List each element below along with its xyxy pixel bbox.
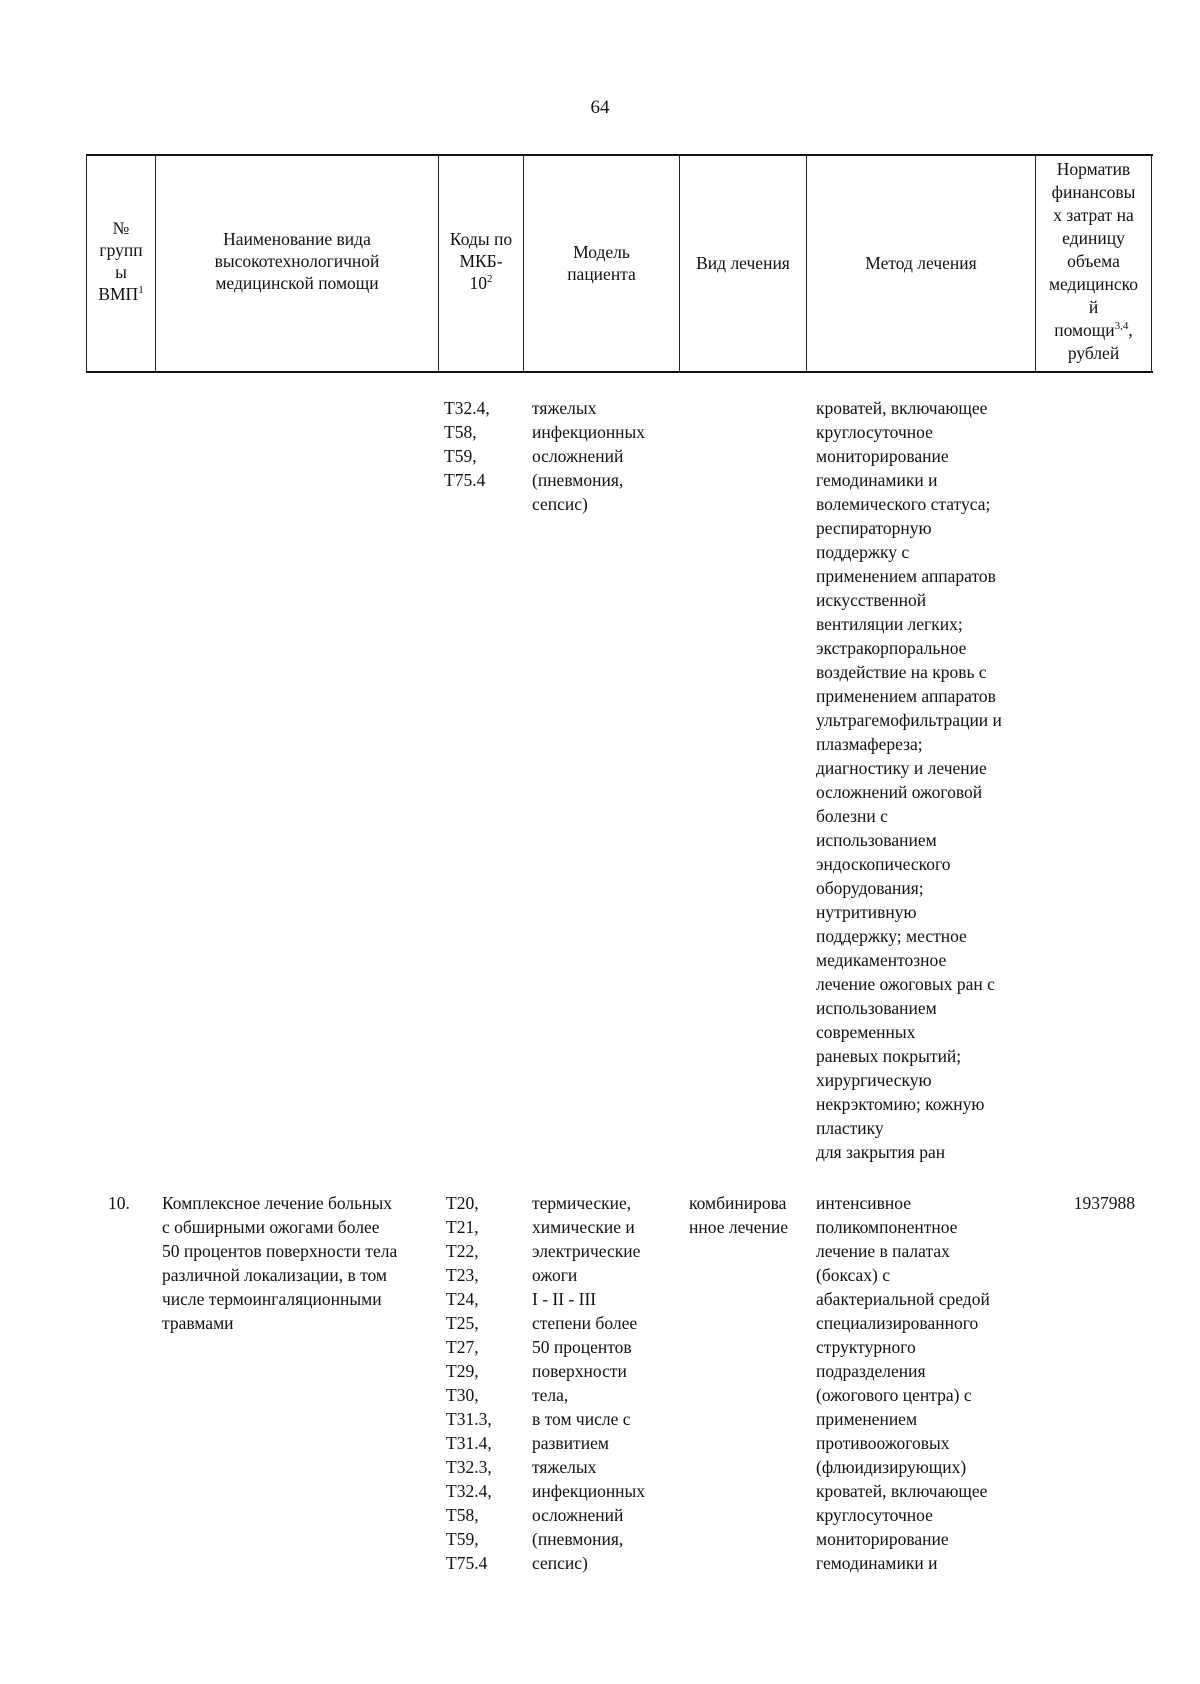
header-treatment-method: Метод лечения <box>865 253 977 273</box>
row-10-financial-norm: 1937988 <box>1073 1193 1135 1213</box>
continuation-patient-model: тяжелых инфекционных осложнений (пневмония, сепсис) <box>532 398 646 514</box>
header-patient-model: Модель пациента <box>567 242 636 284</box>
header-financial-norm: Норматив финансовы х затрат на единицу объема медицинско й помощи$^{3,4}$, рублей <box>1048 159 1139 363</box>
table-top-rule <box>86 154 1153 156</box>
continuation-treatment-method: кроватей, включающее круглосуточное мониторирование гемодинамики и волемического статуса; респираторную поддержку с применением аппаратов искусственной вентиляции легких; экстракорпоральное воздействие на кровь с применением аппаратов ультрагемофильтрации и плазмафереза; диагностику и лечение осложнений ожоговой болезни с использованием эндоскопического оборудования; нутритивную поддержку; местное медикаментозное лечение ожоговых ран с использованием современных раневых покрытий; хирургическую некрэктомию; кожную пластику для закрытия ран <box>816 398 1002 1162</box>
header-treatment-type: Вид лечения <box>696 253 790 273</box>
header-icd-codes: Коды по МКБ- $10^2$ <box>449 229 513 293</box>
row-10-care-type-name: Комплексное лечение больных с обширными ожогами более 50 процентов поверхности тела различной локализации, в том числе термоингаляционными травмами <box>162 1193 398 1333</box>
continuation-icd-codes: Т32.4, Т58, Т59, Т75.4 <box>444 398 490 490</box>
header-divider <box>1151 155 1152 371</box>
row-10-number: 10. <box>108 1193 130 1213</box>
header-care-type-name: Наименование вида высокотехнологичной медицинской помощи <box>214 229 380 293</box>
row-10-icd-codes: Т20, Т21, Т22, Т23, Т24, Т25, Т27, Т29, Т30, Т31.3, Т31.4, Т32.3, Т32.4, Т58, Т59, Т75.4 <box>446 1193 492 1573</box>
header-group-number: № групп ы ВМП$^1$ <box>98 218 144 304</box>
row-10-patient-model: термические, химические и электрические ожоги I - II - III степени более 50 процентов поверхности тела, в том числе с развитием тяжелых инфекционных осложнений (пневмония, сепсис) <box>532 1193 646 1573</box>
table-header-bottom-rule <box>86 371 1153 373</box>
row-10-treatment-method: интенсивное поликомпонентное лечение в палатах (боксах) с абактериальной средой специализированного структурного подразделения (ожогового центра) с применением противоожоговых (флюидизирующих) кроватей, включающее круглосуточное мониторирование гемодинамики и <box>816 1193 990 1573</box>
row-10-treatment-type: комбинирова нное лечение <box>689 1193 788 1237</box>
page-number: 64 <box>590 97 610 118</box>
